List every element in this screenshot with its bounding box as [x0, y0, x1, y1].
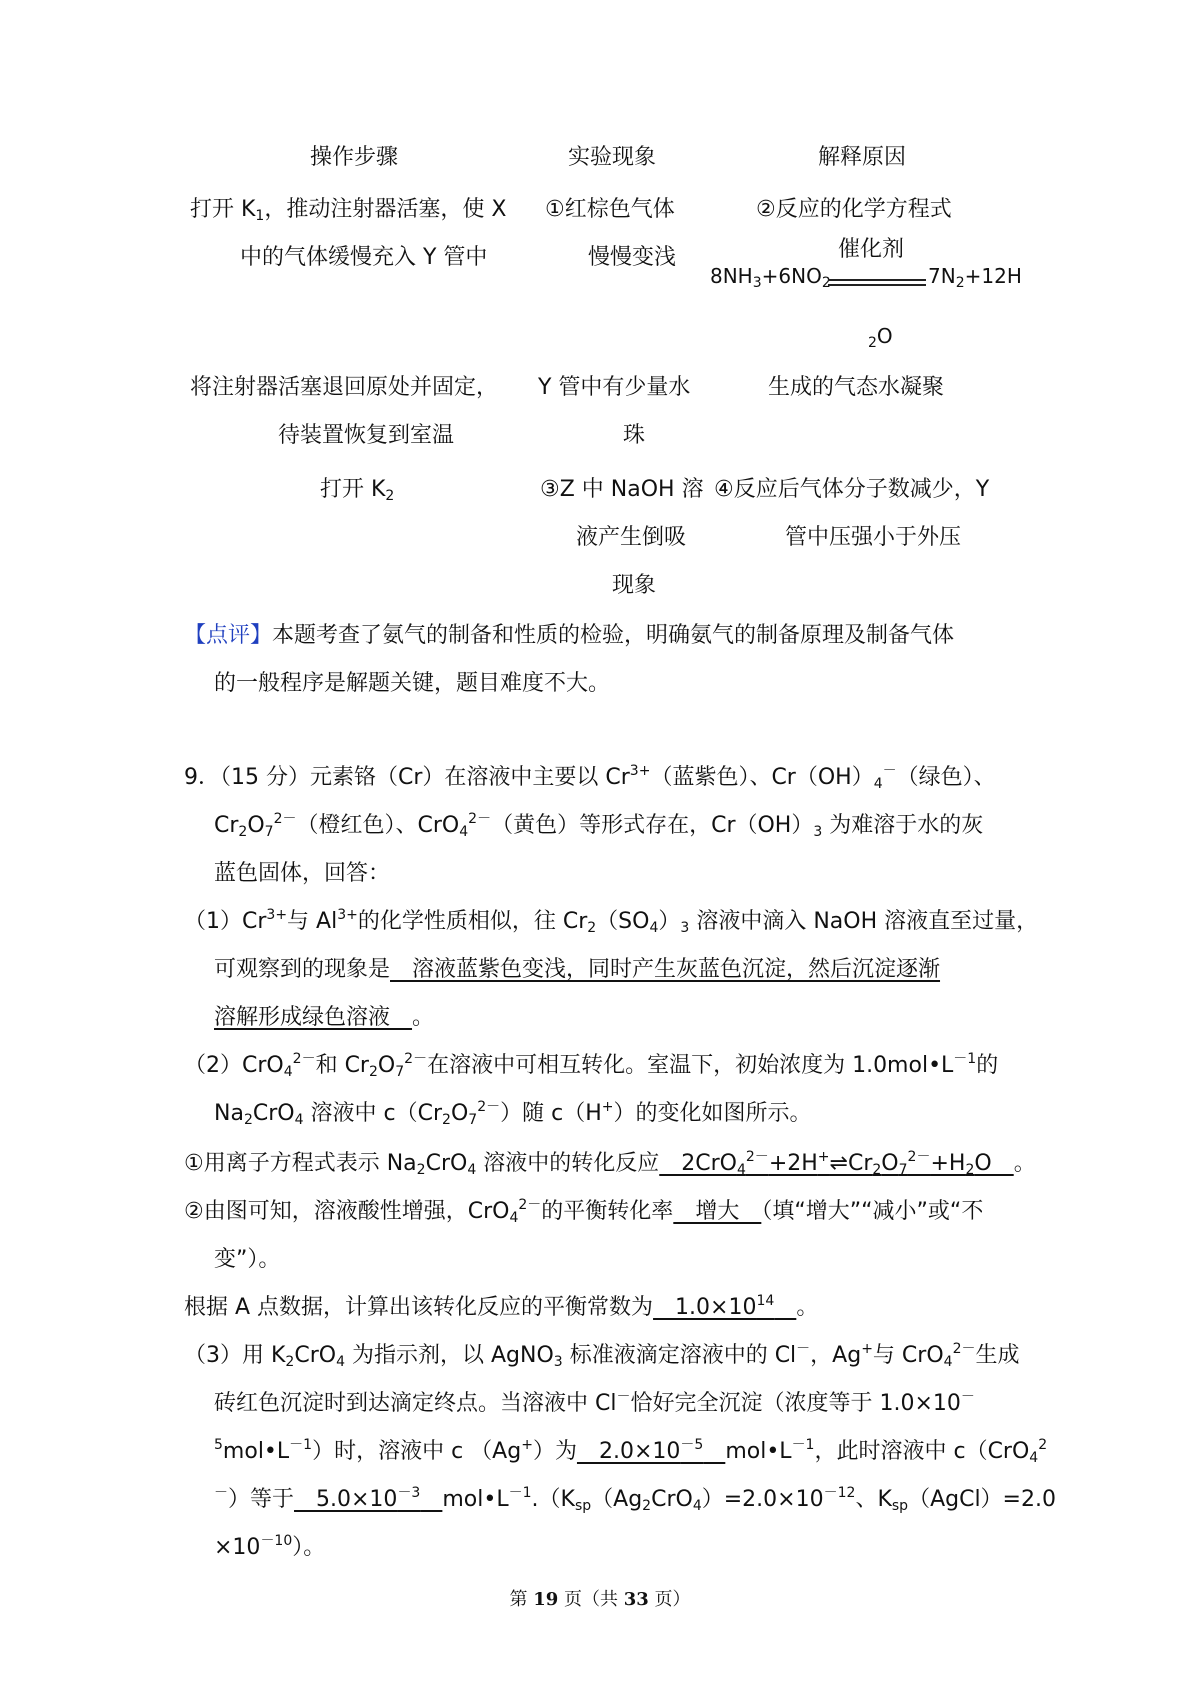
q9-part2-line2: $Na_2CrO_4$ 溶液中 $c(Cr_2O_7^{2-})$随 c（H+）的变化如图所示。 — [214, 1099, 812, 1128]
q9-part1-answer-b: 溶解形成绿色溶液 — [214, 1005, 413, 1030]
q9-part3-line2: 砖红色沉淀时到达滴定终点。当溶液中 Cl－恰好完全沉淀（浓度等于 1.0×10－ — [214, 1389, 975, 1416]
row2-step-line1: 将注射器活塞退回原处并固定， — [190, 375, 499, 400]
row3-phenomenon-line2: 液产生倒吸 — [576, 525, 687, 550]
q9-part2-q3-end: 。 — [796, 1295, 819, 1320]
row2-phenomenon-line2: 珠 — [623, 423, 646, 448]
q9-part2-q2 — [184, 1198, 983, 1226]
q9-part2-q1-end: 。 — [1013, 1151, 1036, 1176]
q9-part1-line3 — [214, 1004, 434, 1032]
q9-part2-q3-prompt: 根据 A 点数据，计算出该转化反应的平衡常数为 — [184, 1295, 654, 1320]
q9-intro-line3: 蓝色固体，回答： — [214, 861, 391, 886]
row3-phenomenon-line1: ③Z 中 NaOH 溶 — [540, 477, 704, 502]
q9-part2-q2-post: （填“增大”“减小”或“不 — [761, 1199, 984, 1224]
q9-part2-q2-line2: 变”）。 — [214, 1247, 281, 1272]
q9-part1-answer-a: 溶液蓝紫色变浅，同时产生灰蓝色沉淀，然后沉淀逐渐 — [390, 957, 941, 982]
row1-equation-right: $7N_2+12H$ — [928, 264, 1022, 291]
q9-part3-line1: （3）用 $K_2CrO_4$ 为指示剂，以 AgNO$_3$ 标准液滴定溶液中的 Cl－，Ag+与 CrO$_4^{2-}$生成 — [184, 1341, 1020, 1370]
row1-reason-title: ②反应的化学方程式 — [756, 197, 952, 222]
row3-reason-line2: 管中压强小于外压 — [785, 525, 962, 550]
row1-equation-tail: $_2$O — [868, 324, 893, 351]
row1-phenomenon-line2: 慢慢变浅 — [588, 245, 677, 270]
q9-intro-line1: 9．（15 分）元素铬（Cr）在溶液中主要以 $Cr^{3+}$（蓝紫色）、$Cr(OH)_4^-$（绿色）、 — [184, 763, 996, 792]
row1-equation-catalyst: 催化剂 — [838, 237, 905, 262]
q9-part3-ag-answer: $2.0\times 10^{-5}$ — [576, 1437, 704, 1464]
q9-part2-q2-prompt: ②由图可知，溶液酸性增强，CrO$_4^{2-}$的平衡转化率 — [184, 1197, 674, 1226]
table-header-steps: 操作步骤 — [310, 145, 399, 170]
q9-part1-line2 — [214, 956, 940, 984]
q9-part1-end: 。 — [412, 1005, 435, 1030]
row1-equation-left: $8NH_3+6NO_2$ — [710, 264, 831, 291]
q9-part3-line3-post: $mol•L^{-1}$，此时溶液中 c（CrO$_4^2$ — [725, 1437, 1048, 1466]
q9-part2-q3-answer: $1.0\times 10^{14}$ — [653, 1293, 775, 1320]
table-header-phenomenon: 实验现象 — [568, 145, 657, 170]
row3-step: 打开 $K_2$ — [320, 477, 395, 504]
page-footer: 第 19 页（共 33 页） — [509, 1589, 691, 1610]
q9-part1-prompt: 可观察到的现象是 — [214, 957, 391, 982]
row1-step-line2: 中的气体缓慢充入 Y 管中 — [240, 245, 488, 270]
q9-part3-line5: $\times 10^{-10}$）。 — [214, 1533, 326, 1560]
comment-line2: 的一般程序是解题关键，题目难度不大。 — [214, 671, 611, 696]
q9-part3-line4-prompt: －）等于 — [214, 1485, 295, 1512]
q9-part3-line3 — [214, 1438, 1047, 1466]
comment-text-line1: 本题考查了氨气的制备和性质的检验，明确氨气的制备原理及制备气体 — [272, 623, 955, 648]
q9-part2-line1: （2）CrO$_4^{2-}$和 $Cr_2O_7^{2-}$在溶液中可相互转化。室温下，初始浓度为 $1.0mol•L^{-1}$的 — [184, 1051, 999, 1080]
comment-line1 — [184, 622, 954, 650]
q9-part2-q1 — [184, 1150, 1036, 1178]
q9-part3-cro4-answer: $5.0\times 10^{-3}$ — [294, 1485, 421, 1512]
equation-equals-line-top — [828, 279, 926, 281]
q9-intro-line2: $Cr_2O_7^{2-}$（橙红色）、CrO$_4^{2-}$（黄色）等形式存在，$Cr(OH)_3$ 为难溶于水的灰 — [214, 811, 984, 840]
comment-tag: 【点评】 — [184, 623, 273, 648]
row2-step-line2: 待装置恢复到室温 — [278, 423, 455, 448]
q9-part2-q1-prompt: ①用离子方程式表示 $Na_2CrO_4$ 溶液中的转化反应 — [184, 1151, 660, 1178]
equation-equals-line-bottom — [828, 284, 926, 286]
row2-phenomenon-line1: Y 管中有少量水 — [538, 375, 691, 400]
row3-reason-line1: ④反应后气体分子数减少，Y — [714, 477, 990, 502]
q9-part3-line4 — [214, 1486, 1056, 1514]
table-header-reason: 解释原因 — [818, 145, 907, 170]
row2-reason: 生成的气态水凝聚 — [768, 375, 945, 400]
q9-part2-q3 — [184, 1294, 818, 1322]
q9-part3-line4-post: $mol•L^{-1}.(K_{sp}(Ag_2CrO_4)=2.0\times 10^{-12}$、$K_{sp}(AgCl)=2.0$ — [442, 1485, 1056, 1514]
q9-part2-q1-answer: $2CrO_4^{2-}+2H^+\rightleftharpoons Cr_2O_7^{2-}+H_2O$ — [659, 1149, 1014, 1178]
q9-part1-line1: $(1)Cr^{3+}$与 $Al^{3+}$的化学性质相似，往 $Cr_2(SO_4)_3$ 溶液中滴入 NaOH 溶液直至过量， — [184, 907, 1039, 936]
q9-part2-q2-answer: 增大 — [673, 1199, 762, 1224]
row1-phenomenon-line1: ①红棕色气体 — [545, 197, 675, 222]
q9-part3-line3-prompt: $^5mol•L^{-1}$）时，溶液中 c （Ag+）为 — [214, 1437, 577, 1464]
row1-step-line1: 打开 $K_1$，推动注射器活塞，使 X — [190, 197, 507, 224]
row3-phenomenon-line3: 现象 — [612, 573, 657, 598]
